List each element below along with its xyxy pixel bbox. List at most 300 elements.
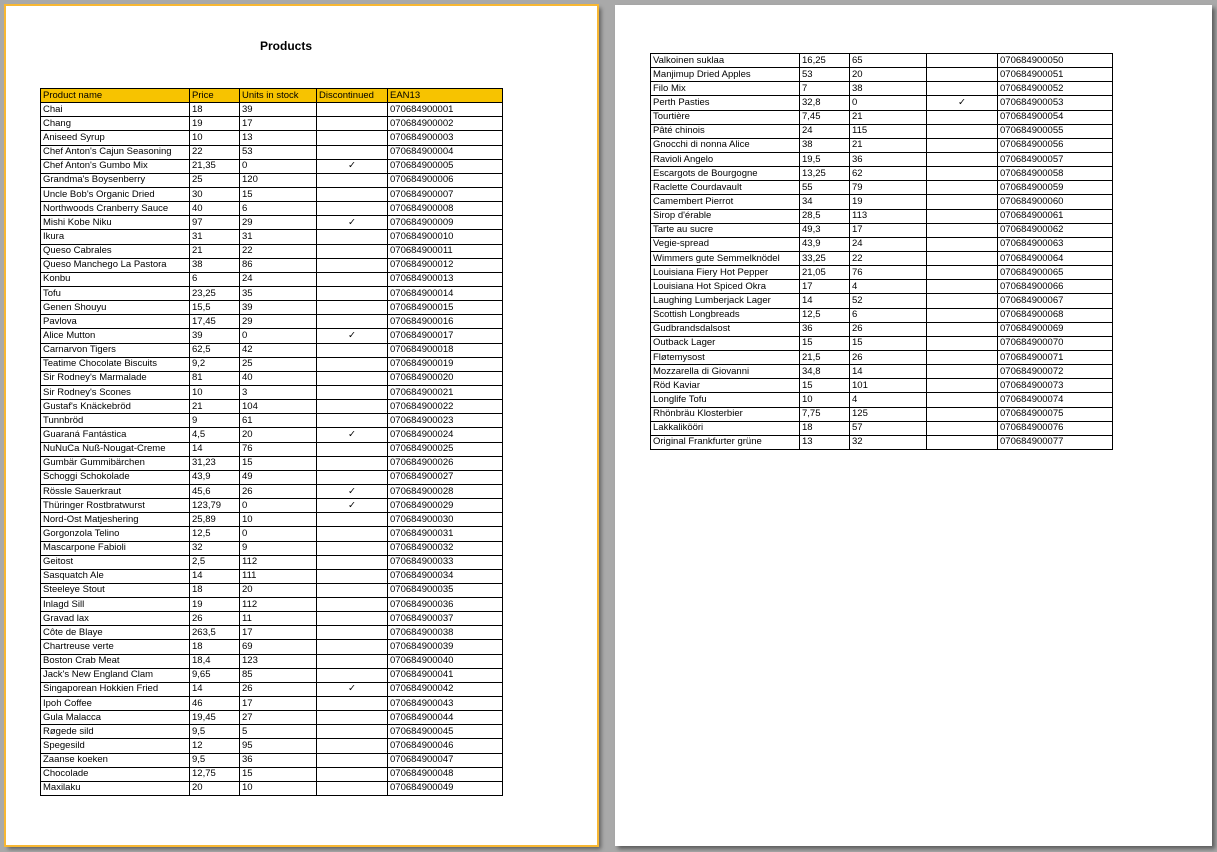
product-name-cell: Rössle Sauerkraut bbox=[41, 484, 190, 498]
units-in-stock-cell: 9 bbox=[240, 541, 317, 555]
price-cell: 17,45 bbox=[190, 315, 240, 329]
ean13-cell: 070684900060 bbox=[998, 195, 1113, 209]
ean13-cell: 070684900016 bbox=[388, 315, 503, 329]
units-in-stock-cell: 26 bbox=[850, 350, 927, 364]
discontinued-cell bbox=[317, 131, 388, 145]
table-row bbox=[651, 110, 1113, 124]
units-in-stock-cell: 6 bbox=[850, 308, 927, 322]
ean13-cell: 070684900047 bbox=[388, 753, 503, 767]
table-row bbox=[41, 626, 503, 640]
price-cell: 7,75 bbox=[800, 407, 850, 421]
discontinued-cell bbox=[317, 753, 388, 767]
price-cell: 81 bbox=[190, 371, 240, 385]
price-cell: 21 bbox=[190, 400, 240, 414]
table-row bbox=[651, 82, 1113, 96]
price-cell: 123,79 bbox=[190, 499, 240, 513]
units-in-stock-cell: 38 bbox=[850, 82, 927, 96]
table-row bbox=[41, 159, 503, 173]
table-row bbox=[41, 230, 503, 244]
table-row bbox=[651, 181, 1113, 195]
discontinued-cell bbox=[317, 103, 388, 117]
table-row bbox=[41, 555, 503, 569]
units-in-stock-cell: 15 bbox=[240, 187, 317, 201]
discontinued-cell bbox=[927, 379, 998, 393]
table-row bbox=[651, 68, 1113, 82]
ean13-cell: 070684900003 bbox=[388, 131, 503, 145]
discontinued-cell bbox=[317, 598, 388, 612]
table-row bbox=[41, 682, 503, 696]
product-name-cell: Boston Crab Meat bbox=[41, 654, 190, 668]
price-cell: 28,5 bbox=[800, 209, 850, 223]
ean13-cell: 070684900012 bbox=[388, 258, 503, 272]
ean13-cell: 070684900021 bbox=[388, 385, 503, 399]
table-row bbox=[41, 640, 503, 654]
ean13-cell: 070684900032 bbox=[388, 541, 503, 555]
discontinued-cell bbox=[927, 167, 998, 181]
ean13-cell: 070684900019 bbox=[388, 357, 503, 371]
table-row bbox=[41, 258, 503, 272]
units-in-stock-cell: 15 bbox=[240, 456, 317, 470]
ean13-cell: 070684900026 bbox=[388, 456, 503, 470]
ean13-cell: 070684900049 bbox=[388, 781, 503, 795]
table-row bbox=[41, 697, 503, 711]
table-row bbox=[651, 167, 1113, 181]
ean13-cell: 070684900073 bbox=[998, 379, 1113, 393]
units-in-stock-cell: 76 bbox=[240, 442, 317, 456]
column-header-discontinued: Discontinued bbox=[317, 89, 388, 103]
table-row bbox=[41, 470, 503, 484]
table-row bbox=[41, 583, 503, 597]
ean13-cell: 070684900070 bbox=[998, 336, 1113, 350]
units-in-stock-cell: 111 bbox=[240, 569, 317, 583]
discontinued-cell bbox=[927, 138, 998, 152]
ean13-cell: 070684900051 bbox=[998, 68, 1113, 82]
ean13-cell: 070684900074 bbox=[998, 393, 1113, 407]
ean13-cell: 070684900063 bbox=[998, 237, 1113, 251]
price-cell: 4,5 bbox=[190, 428, 240, 442]
product-name-cell: Carnarvon Tigers bbox=[41, 343, 190, 357]
price-cell: 25 bbox=[190, 173, 240, 187]
table-row bbox=[41, 541, 503, 555]
ean13-cell: 070684900010 bbox=[388, 230, 503, 244]
product-name-cell: Gustaf's Knäckebröd bbox=[41, 400, 190, 414]
price-cell: 14 bbox=[190, 442, 240, 456]
product-name-cell: Sir Rodney's Marmalade bbox=[41, 371, 190, 385]
table-row bbox=[41, 315, 503, 329]
units-in-stock-cell: 79 bbox=[850, 181, 927, 195]
discontinued-cell bbox=[317, 230, 388, 244]
units-in-stock-cell: 0 bbox=[240, 159, 317, 173]
price-cell: 18 bbox=[190, 103, 240, 117]
price-cell: 38 bbox=[190, 258, 240, 272]
table-row bbox=[41, 145, 503, 159]
price-cell: 19 bbox=[190, 117, 240, 131]
price-cell: 15 bbox=[800, 336, 850, 350]
units-in-stock-cell: 0 bbox=[850, 96, 927, 110]
price-cell: 45,6 bbox=[190, 484, 240, 498]
table-row bbox=[41, 484, 503, 498]
discontinued-cell bbox=[317, 555, 388, 569]
price-cell: 26 bbox=[190, 612, 240, 626]
product-name-cell: Nord-Ost Matjeshering bbox=[41, 513, 190, 527]
product-name-cell: Inlagd Sill bbox=[41, 598, 190, 612]
product-name-cell: Gula Malacca bbox=[41, 711, 190, 725]
product-name-cell: Manjimup Dried Apples bbox=[651, 68, 800, 82]
ean13-cell: 070684900052 bbox=[998, 82, 1113, 96]
product-name-cell: Sasquatch Ale bbox=[41, 569, 190, 583]
ean13-cell: 070684900002 bbox=[388, 117, 503, 131]
product-name-cell: Spegesild bbox=[41, 739, 190, 753]
ean13-cell: 070684900072 bbox=[998, 365, 1113, 379]
discontinued-cell bbox=[317, 371, 388, 385]
discontinued-cell bbox=[927, 181, 998, 195]
discontinued-cell bbox=[927, 110, 998, 124]
product-name-cell: Røgede sild bbox=[41, 725, 190, 739]
table-row bbox=[651, 266, 1113, 280]
report-page-1[interactable] bbox=[5, 5, 598, 846]
price-cell: 18 bbox=[800, 421, 850, 435]
discontinued-cell bbox=[927, 365, 998, 379]
product-name-cell: Mishi Kobe Niku bbox=[41, 216, 190, 230]
product-name-cell: Côte de Blaye bbox=[41, 626, 190, 640]
price-cell: 14 bbox=[190, 569, 240, 583]
table-body bbox=[651, 54, 1113, 450]
product-name-cell: Schoggi Schokolade bbox=[41, 470, 190, 484]
units-in-stock-cell: 17 bbox=[240, 117, 317, 131]
product-name-cell: Sir Rodney's Scones bbox=[41, 385, 190, 399]
product-name-cell: Scottish Longbreads bbox=[651, 308, 800, 322]
ean13-cell: 070684900068 bbox=[998, 308, 1113, 322]
ean13-cell: 070684900001 bbox=[388, 103, 503, 117]
units-in-stock-cell: 62 bbox=[850, 167, 927, 181]
checkmark-icon: ✓ bbox=[927, 96, 998, 110]
column-header-ean13: EAN13 bbox=[388, 89, 503, 103]
discontinued-cell bbox=[317, 357, 388, 371]
table-row bbox=[41, 612, 503, 626]
price-cell: 34 bbox=[800, 195, 850, 209]
units-in-stock-cell: 13 bbox=[240, 131, 317, 145]
table-row bbox=[651, 393, 1113, 407]
price-cell: 12 bbox=[190, 739, 240, 753]
table-row bbox=[41, 711, 503, 725]
discontinued-cell bbox=[317, 697, 388, 711]
discontinued-cell bbox=[317, 725, 388, 739]
units-in-stock-cell: 24 bbox=[240, 272, 317, 286]
units-in-stock-cell: 101 bbox=[850, 379, 927, 393]
price-cell: 7,45 bbox=[800, 110, 850, 124]
price-cell: 12,5 bbox=[800, 308, 850, 322]
product-name-cell: Rhönbräu Klosterbier bbox=[651, 407, 800, 421]
units-in-stock-cell: 36 bbox=[240, 753, 317, 767]
ean13-cell: 070684900022 bbox=[388, 400, 503, 414]
ean13-cell: 070684900057 bbox=[998, 152, 1113, 166]
discontinued-cell bbox=[317, 442, 388, 456]
product-name-cell: Ikura bbox=[41, 230, 190, 244]
discontinued-cell bbox=[317, 414, 388, 428]
table-row bbox=[651, 251, 1113, 265]
price-cell: 25,89 bbox=[190, 513, 240, 527]
ean13-cell: 070684900027 bbox=[388, 470, 503, 484]
ean13-cell: 070684900062 bbox=[998, 223, 1113, 237]
price-cell: 6 bbox=[190, 272, 240, 286]
discontinued-cell bbox=[317, 640, 388, 654]
table-row bbox=[651, 322, 1113, 336]
table-row bbox=[651, 152, 1113, 166]
price-cell: 9 bbox=[190, 414, 240, 428]
price-cell: 24 bbox=[800, 124, 850, 138]
table-row bbox=[651, 379, 1113, 393]
price-cell: 30 bbox=[190, 187, 240, 201]
units-in-stock-cell: 15 bbox=[240, 767, 317, 781]
discontinued-cell bbox=[927, 421, 998, 435]
table-row bbox=[651, 280, 1113, 294]
checkmark-icon: ✓ bbox=[317, 216, 388, 230]
units-in-stock-cell: 26 bbox=[240, 682, 317, 696]
units-in-stock-cell: 35 bbox=[240, 286, 317, 300]
checkmark-icon: ✓ bbox=[317, 329, 388, 343]
ean13-cell: 070684900061 bbox=[998, 209, 1113, 223]
price-cell: 9,2 bbox=[190, 357, 240, 371]
price-cell: 19,5 bbox=[800, 152, 850, 166]
ean13-cell: 070684900040 bbox=[388, 654, 503, 668]
units-in-stock-cell: 22 bbox=[850, 251, 927, 265]
units-in-stock-cell: 31 bbox=[240, 230, 317, 244]
price-cell: 23,25 bbox=[190, 286, 240, 300]
checkmark-icon: ✓ bbox=[317, 484, 388, 498]
price-cell: 10 bbox=[190, 385, 240, 399]
ean13-cell: 070684900038 bbox=[388, 626, 503, 640]
discontinued-cell bbox=[927, 350, 998, 364]
discontinued-cell bbox=[317, 654, 388, 668]
product-name-cell: Grandma's Boysenberry bbox=[41, 173, 190, 187]
product-name-cell: Steeleye Stout bbox=[41, 583, 190, 597]
price-cell: 22 bbox=[190, 145, 240, 159]
product-name-cell: Singaporean Hokkien Fried bbox=[41, 682, 190, 696]
price-cell: 62,5 bbox=[190, 343, 240, 357]
ean13-cell: 070684900006 bbox=[388, 173, 503, 187]
units-in-stock-cell: 20 bbox=[240, 583, 317, 597]
price-cell: 13 bbox=[800, 435, 850, 449]
units-in-stock-cell: 21 bbox=[850, 138, 927, 152]
table-row bbox=[41, 456, 503, 470]
ean13-cell: 070684900004 bbox=[388, 145, 503, 159]
price-cell: 43,9 bbox=[190, 470, 240, 484]
discontinued-cell bbox=[317, 626, 388, 640]
ean13-cell: 070684900025 bbox=[388, 442, 503, 456]
units-in-stock-cell: 36 bbox=[850, 152, 927, 166]
ean13-cell: 070684900043 bbox=[388, 697, 503, 711]
table-row bbox=[41, 272, 503, 286]
price-cell: 97 bbox=[190, 216, 240, 230]
units-in-stock-cell: 15 bbox=[850, 336, 927, 350]
units-in-stock-cell: 0 bbox=[240, 499, 317, 513]
units-in-stock-cell: 29 bbox=[240, 315, 317, 329]
table-row bbox=[41, 117, 503, 131]
product-name-cell: Röd Kaviar bbox=[651, 379, 800, 393]
discontinued-cell bbox=[317, 258, 388, 272]
ean13-cell: 070684900048 bbox=[388, 767, 503, 781]
units-in-stock-cell: 20 bbox=[240, 428, 317, 442]
ean13-cell: 070684900077 bbox=[998, 435, 1113, 449]
discontinued-cell bbox=[927, 124, 998, 138]
units-in-stock-cell: 26 bbox=[850, 322, 927, 336]
discontinued-cell bbox=[927, 393, 998, 407]
ean13-cell: 070684900033 bbox=[388, 555, 503, 569]
ean13-cell: 070684900066 bbox=[998, 280, 1113, 294]
table-row bbox=[41, 499, 503, 513]
product-name-cell: Gudbrandsdalsost bbox=[651, 322, 800, 336]
product-name-cell: Teatime Chocolate Biscuits bbox=[41, 357, 190, 371]
units-in-stock-cell: 5 bbox=[240, 725, 317, 739]
product-name-cell: Aniseed Syrup bbox=[41, 131, 190, 145]
units-in-stock-cell: 29 bbox=[240, 216, 317, 230]
discontinued-cell bbox=[927, 308, 998, 322]
table-row bbox=[651, 96, 1113, 110]
discontinued-cell bbox=[317, 711, 388, 725]
ean13-cell: 070684900065 bbox=[998, 266, 1113, 280]
table-row bbox=[41, 301, 503, 315]
table-row bbox=[651, 407, 1113, 421]
units-in-stock-cell: 39 bbox=[240, 103, 317, 117]
discontinued-cell bbox=[317, 668, 388, 682]
product-name-cell: Laughing Lumberjack Lager bbox=[651, 294, 800, 308]
price-cell: 38 bbox=[800, 138, 850, 152]
product-name-cell: Fløtemysost bbox=[651, 350, 800, 364]
product-name-cell: Gorgonzola Telino bbox=[41, 527, 190, 541]
ean13-cell: 070684900046 bbox=[388, 739, 503, 753]
table-row bbox=[41, 173, 503, 187]
product-name-cell: Chef Anton's Gumbo Mix bbox=[41, 159, 190, 173]
price-cell: 32 bbox=[190, 541, 240, 555]
price-cell: 43,9 bbox=[800, 237, 850, 251]
units-in-stock-cell: 113 bbox=[850, 209, 927, 223]
table-row bbox=[651, 308, 1113, 322]
table-row bbox=[41, 357, 503, 371]
price-cell: 21,35 bbox=[190, 159, 240, 173]
units-in-stock-cell: 0 bbox=[240, 329, 317, 343]
product-name-cell: Chef Anton's Cajun Seasoning bbox=[41, 145, 190, 159]
discontinued-cell bbox=[927, 68, 998, 82]
units-in-stock-cell: 26 bbox=[240, 484, 317, 498]
table-row bbox=[41, 286, 503, 300]
table-row bbox=[41, 385, 503, 399]
table-row bbox=[41, 244, 503, 258]
ean13-cell: 070684900058 bbox=[998, 167, 1113, 181]
price-cell: 20 bbox=[190, 781, 240, 795]
table-row bbox=[41, 725, 503, 739]
ean13-cell: 070684900017 bbox=[388, 329, 503, 343]
discontinued-cell bbox=[317, 456, 388, 470]
discontinued-cell bbox=[317, 767, 388, 781]
units-in-stock-cell: 3 bbox=[240, 385, 317, 399]
product-name-cell: Perth Pasties bbox=[651, 96, 800, 110]
table-row bbox=[41, 654, 503, 668]
product-name-cell: Chartreuse verte bbox=[41, 640, 190, 654]
units-in-stock-cell: 24 bbox=[850, 237, 927, 251]
product-name-cell: Ravioli Angelo bbox=[651, 152, 800, 166]
ean13-cell: 070684900041 bbox=[388, 668, 503, 682]
units-in-stock-cell: 69 bbox=[240, 640, 317, 654]
product-name-cell: Camembert Pierrot bbox=[651, 195, 800, 209]
units-in-stock-cell: 4 bbox=[850, 280, 927, 294]
table-row bbox=[41, 371, 503, 385]
product-name-cell: Valkoinen suklaa bbox=[651, 54, 800, 68]
report-page-2[interactable] bbox=[615, 5, 1212, 846]
table-row bbox=[651, 294, 1113, 308]
ean13-cell: 070684900055 bbox=[998, 124, 1113, 138]
units-in-stock-cell: 120 bbox=[240, 173, 317, 187]
product-name-cell: Chai bbox=[41, 103, 190, 117]
products-table-continued bbox=[650, 53, 1113, 450]
product-name-cell: Escargots de Bourgogne bbox=[651, 167, 800, 181]
product-name-cell: Vegie-spread bbox=[651, 237, 800, 251]
units-in-stock-cell: 10 bbox=[240, 513, 317, 527]
discontinued-cell bbox=[317, 400, 388, 414]
units-in-stock-cell: 95 bbox=[240, 739, 317, 753]
units-in-stock-cell: 85 bbox=[240, 668, 317, 682]
units-in-stock-cell: 53 bbox=[240, 145, 317, 159]
price-cell: 263,5 bbox=[190, 626, 240, 640]
ean13-cell: 070684900053 bbox=[998, 96, 1113, 110]
discontinued-cell bbox=[317, 612, 388, 626]
ean13-cell: 070684900044 bbox=[388, 711, 503, 725]
product-name-cell: NuNuCa Nuß-Nougat-Creme bbox=[41, 442, 190, 456]
ean13-cell: 070684900054 bbox=[998, 110, 1113, 124]
units-in-stock-cell: 76 bbox=[850, 266, 927, 280]
ean13-cell: 070684900024 bbox=[388, 428, 503, 442]
units-in-stock-cell: 61 bbox=[240, 414, 317, 428]
product-name-cell: Geitost bbox=[41, 555, 190, 569]
units-in-stock-cell: 42 bbox=[240, 343, 317, 357]
table-row bbox=[41, 187, 503, 201]
ean13-cell: 070684900075 bbox=[998, 407, 1113, 421]
units-in-stock-cell: 22 bbox=[240, 244, 317, 258]
price-cell: 21,05 bbox=[800, 266, 850, 280]
table-row bbox=[651, 336, 1113, 350]
discontinued-cell bbox=[927, 152, 998, 166]
units-in-stock-cell: 86 bbox=[240, 258, 317, 272]
table-header bbox=[41, 89, 503, 103]
product-name-cell: Longlife Tofu bbox=[651, 393, 800, 407]
product-name-cell: Tourtière bbox=[651, 110, 800, 124]
discontinued-cell bbox=[317, 583, 388, 597]
discontinued-cell bbox=[317, 244, 388, 258]
product-name-cell: Queso Manchego La Pastora bbox=[41, 258, 190, 272]
ean13-cell: 070684900071 bbox=[998, 350, 1113, 364]
units-in-stock-cell: 25 bbox=[240, 357, 317, 371]
product-name-cell: Zaanse koeken bbox=[41, 753, 190, 767]
checkmark-icon: ✓ bbox=[317, 682, 388, 696]
discontinued-cell bbox=[317, 286, 388, 300]
units-in-stock-cell: 10 bbox=[240, 781, 317, 795]
units-in-stock-cell: 14 bbox=[850, 365, 927, 379]
table-row bbox=[41, 428, 503, 442]
ean13-cell: 070684900014 bbox=[388, 286, 503, 300]
table-row bbox=[41, 753, 503, 767]
product-name-cell: Mozzarella di Giovanni bbox=[651, 365, 800, 379]
discontinued-cell bbox=[317, 173, 388, 187]
units-in-stock-cell: 125 bbox=[850, 407, 927, 421]
discontinued-cell bbox=[927, 195, 998, 209]
product-name-cell: Genen Shouyu bbox=[41, 301, 190, 315]
table-row bbox=[41, 329, 503, 343]
product-name-cell: Maxilaku bbox=[41, 781, 190, 795]
product-name-cell: Wimmers gute Semmelknödel bbox=[651, 251, 800, 265]
table-row bbox=[41, 343, 503, 357]
price-cell: 12,75 bbox=[190, 767, 240, 781]
ean13-cell: 070684900030 bbox=[388, 513, 503, 527]
table-row bbox=[41, 131, 503, 145]
